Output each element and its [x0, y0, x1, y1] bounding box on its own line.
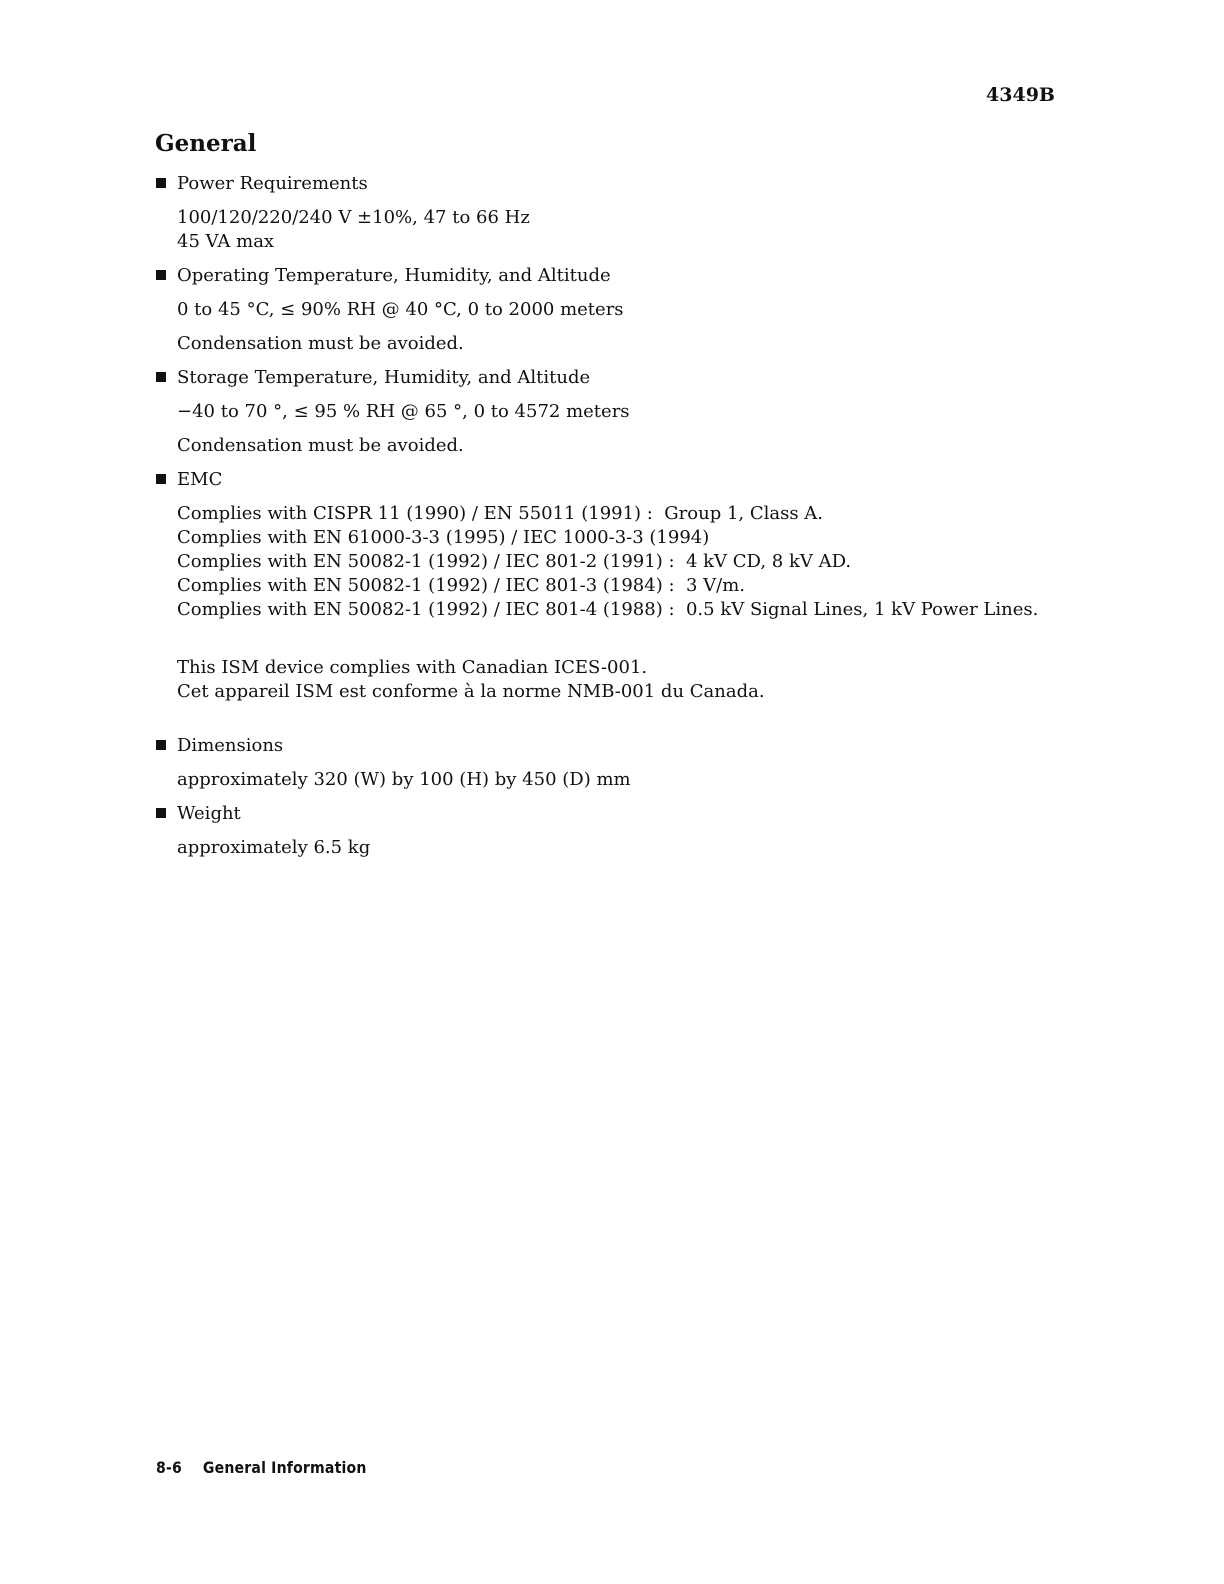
spec-line: Cet appareil ISM est conforme à la norme NMB-001 du Canada.	[177, 681, 765, 702]
square-bullet-icon	[156, 178, 166, 188]
spec-value	[177, 836, 1076, 860]
section-title: General	[155, 130, 257, 157]
spec-value	[177, 206, 1076, 254]
spec-label: Storage Temperature, Humidity, and Altitude	[177, 367, 591, 388]
spec-line: Complies with EN 61000-3-3 (1995) / IEC 1000-3-3 (1994)	[177, 527, 710, 548]
page-footer	[156, 1458, 367, 1477]
spec-value	[177, 768, 1076, 792]
spec-item-operating-environment	[156, 264, 1076, 356]
model-number: 4349B	[986, 84, 1055, 106]
spec-list	[156, 172, 1076, 870]
spec-item-dimensions	[156, 734, 1076, 792]
spec-line: This ISM device complies with Canadian ICES-001.	[177, 657, 648, 678]
spec-item-weight	[156, 802, 1076, 860]
spec-line: approximately 320 (W) by 100 (H) by 450 (D) mm	[177, 769, 631, 790]
spec-label: Operating Temperature, Humidity, and Altitude	[177, 265, 611, 286]
spec-line: Complies with EN 50082-1 (1992) / IEC 801-4 (1988) : 0.5 kV Signal Lines, 1 kV Power Lines.	[177, 599, 1039, 620]
spec-label: Dimensions	[177, 735, 284, 756]
spec-line: Condensation must be avoided.	[177, 333, 464, 354]
square-bullet-icon	[156, 808, 166, 818]
spec-line: Complies with CISPR 11 (1990) / EN 55011 (1991) : Group 1, Class A.	[177, 503, 824, 524]
spec-line: 45 VA max	[177, 231, 275, 252]
spec-note	[177, 434, 1076, 458]
square-bullet-icon	[156, 474, 166, 484]
spec-item-storage-environment	[156, 366, 1076, 458]
square-bullet-icon	[156, 372, 166, 382]
spec-line: Condensation must be avoided.	[177, 435, 464, 456]
spec-line: approximately 6.5 kg	[177, 837, 371, 858]
spec-line: 0 to 45 °C, ≤ 90% RH @ 40 °C, 0 to 2000 meters	[177, 299, 624, 320]
spec-item-power	[156, 172, 1076, 254]
spec-label: Power Requirements	[177, 173, 368, 194]
spec-label: Weight	[177, 803, 241, 824]
square-bullet-icon	[156, 740, 166, 750]
spec-line: 100/120/220/240 V ±10%, 47 to 66 Hz	[177, 207, 530, 228]
spec-value	[177, 298, 1076, 322]
emc-compliance-list	[177, 502, 1076, 622]
spec-item-emc	[156, 468, 1076, 704]
page-number: 8-6	[156, 1458, 182, 1477]
spec-value	[177, 400, 1076, 424]
spec-line: Complies with EN 50082-1 (1992) / IEC 801-2 (1991) : 4 kV CD, 8 kV AD.	[177, 551, 852, 572]
canadian-ices-note	[177, 656, 1076, 704]
spec-line: Complies with EN 50082-1 (1992) / IEC 801-3 (1984) : 3 V/m.	[177, 575, 745, 596]
spec-line: −40 to 70 °, ≤ 95 % RH @ 65 °, 0 to 4572 meters	[177, 401, 630, 422]
square-bullet-icon	[156, 270, 166, 280]
spec-note	[177, 332, 1076, 356]
chapter-title: General Information	[202, 1458, 367, 1477]
spec-label: EMC	[177, 469, 223, 490]
